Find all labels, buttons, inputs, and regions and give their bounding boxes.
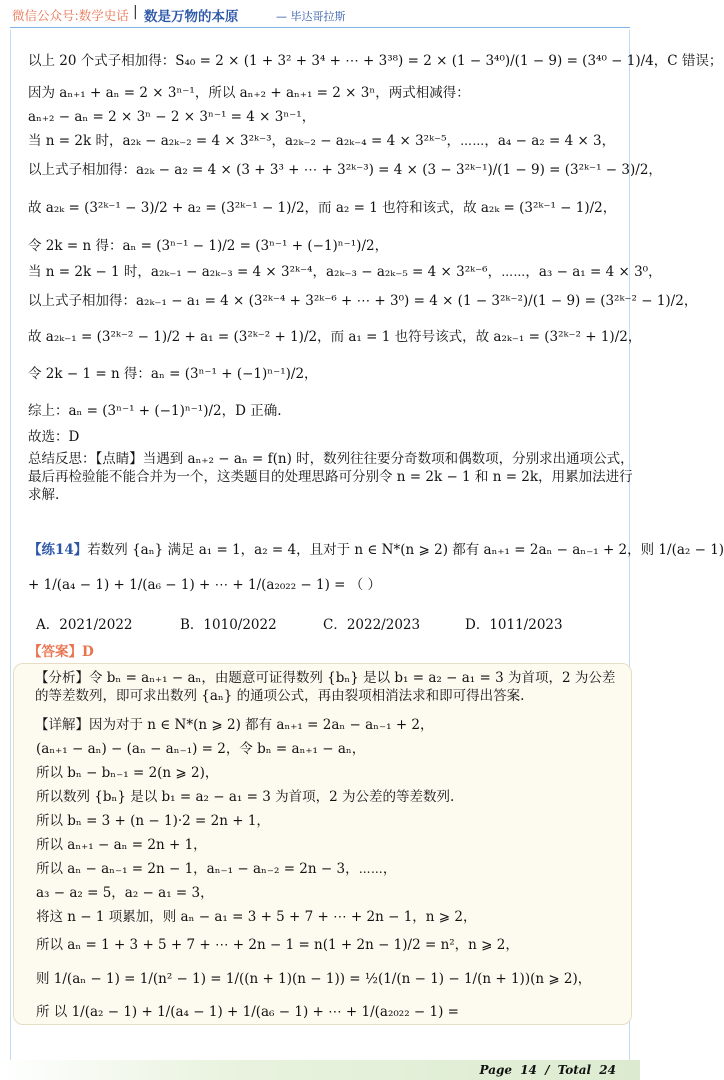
option-a: A．2021/2022 [36,617,133,633]
answer-line: 所以 bₙ = 3 + (n − 1)·2 = 2n + 1， [36,813,270,829]
answer-line: 则 1/(aₙ − 1) = 1/(n² − 1) = 1/((n + 1)(n − 1)) = ½(1/(n − 1) − 1/(n + 1))(n ⩾ 2)， [36,971,592,987]
solution-line: 以上 20 个式子相加得：S₄₀ = 2 × (1 + 3² + 3⁴ + ⋯ + 3³⁸) = 2 × (1 − 3⁴⁰)/(1 − 9) = (3⁴⁰ − 1)/4，C 错误； [28,53,723,69]
solution-line: 以上式子相加得：a₂ₖ − a₂ = 4 × (3 + 3³ + ⋯ + 3²ᵏ⁻³) = 4 × (3 − 3²ᵏ⁻¹)/(1 − 9) = (3²ᵏ⁻¹ − 3)/2， [28,162,662,178]
series-title: 数是万物的本原 [144,9,239,25]
header-rule [10,27,630,28]
solution-line: 故 a₂ₖ₋₁ = (3²ᵏ⁻² − 1)/2 + a₁ = (3²ᵏ⁻² + 1)/2，而 a₁ = 1 也符号该式，故 a₂ₖ₋₁ = (3²ᵏ⁻² + 1)/2， [28,329,642,345]
option-b: B．1010/2022 [180,617,277,633]
answer-line: 所以数列 {bₙ} 是以 b₁ = a₂ − a₁ = 3 为首项，2 为公差的等差数列. [36,789,455,805]
total-number: 24 [599,1063,616,1077]
exercise-stem [28,541,724,559]
answer-label: 【答案】 [28,644,82,660]
total-label: Total [557,1063,592,1077]
answer-value: D [82,644,94,660]
exercise-stem-cont: + 1/(a₄ − 1) + 1/(a₆ − 1) + ⋯ + 1/(a₂₀₂₂ − 1) = （ ） [28,577,382,593]
header-divider: | [133,4,138,20]
quote-author: — 毕达哥拉斯 [276,10,346,23]
option-c: C．2022/2023 [323,617,421,633]
answer-line: a₃ − a₂ = 5，a₂ − a₁ = 3， [36,885,214,901]
option-d: D．1011/2023 [465,617,563,633]
solution-line: aₙ₊₂ − aₙ = 2 × 3ⁿ − 2 × 3ⁿ⁻¹ = 4 × 3ⁿ⁻¹， [28,109,316,125]
answer-line: (aₙ₊₁ − aₙ) − (aₙ − aₙ₋₁) = 2，令 bₙ = aₙ₊₁ − aₙ， [36,741,366,757]
solution-line: 令 2k = n 得：aₙ = (3ⁿ⁻¹ − 1)/2 = (3ⁿ⁻¹ + (−1)ⁿ⁻¹)/2， [28,238,389,254]
solution-line: 当 n = 2k 时，a₂ₖ − a₂ₖ₋₂ = 4 × 3²ᵏ⁻³，a₂ₖ₋₂ − a₂ₖ₋₄ = 4 × 3²ᵏ⁻⁵，⋯⋯，a₄ − a₂ = 4 × 3， [28,133,616,149]
solution-line: 故选：D [28,429,80,445]
page-number: 14 [520,1063,537,1077]
answer-line: 所以 aₙ₊₁ − aₙ = 2n + 1， [36,837,207,853]
answer-line: 将这 n − 1 项累加，则 aₙ − a₁ = 3 + 5 + 7 + ⋯ + 2n − 1，n ⩾ 2， [36,909,477,925]
page-divider: / [545,1063,550,1077]
page-header [0,0,640,30]
solution-line: 令 2k − 1 = n 得：aₙ = (3ⁿ⁻¹ + (−1)ⁿ⁻¹)/2， [28,366,318,382]
page-label: Page [479,1063,513,1077]
frame-left-border [10,30,11,1062]
solution-line: 综上：aₙ = (3ⁿ⁻¹ + (−1)ⁿ⁻¹)/2，D 正确. [28,403,282,419]
solution-line: 故 a₂ₖ = (3²ᵏ⁻¹ − 3)/2 + a₂ = (3²ᵏ⁻¹ − 1)/2，而 a₂ = 1 也符和该式，故 a₂ₖ = (3²ᵏ⁻¹ − 1)/2， [28,200,617,216]
solution-line: 因为 aₙ₊₁ + aₙ = 2 × 3ⁿ⁻¹，所以 aₙ₊₂ + aₙ₊₁ = 2 × 3ⁿ，两式相减得： [28,85,470,101]
solution-line: 当 n = 2k − 1 时，a₂ₖ₋₁ − a₂ₖ₋₃ = 4 × 3²ᵏ⁻⁴，a₂ₖ₋₃ − a₂ₖ₋₅ = 4 × 3²ᵏ⁻⁶，⋯⋯，a₃ − a₁ = 4 × 3⁰， [28,264,662,280]
exercise-tag: 【练14】 [28,542,88,558]
analysis-text: 【分析】令 bₙ = aₙ₊₁ − aₙ，由题意可证得数列 {bₙ} 是以 b₁ = a₂ − a₁ = 3 为首项，2 为公差的等差数列，即可求出数列 {aₙ} 的通项公式，再由裂项相消法求和即可得出答案. [35,670,616,704]
exercise-stem-text: 若数列 {aₙ} 满足 a₁ = 1，a₂ = 4，且对于 n ∈ N*(n ⩾ 2) 都有 aₙ₊₁ = 2aₙ − aₙ₋₁ + 2，则 1/(a₂ − 1) [87,542,724,558]
answer-line [28,643,94,661]
account-name: 微信公众号:数学史话 [12,8,129,23]
answer-line: 所以 aₙ − aₙ₋₁ = 2n − 1，aₙ₋₁ − aₙ₋₂ = 2n − 3，⋯⋯， [36,861,397,877]
summary-note: 总结反思：【点睛】当遇到 aₙ₊₂ − aₙ = f(n) 时，数列往往要分奇数项和偶数项，分别求出通项公式，最后再检验能不能合并为一个，这类题目的处理思路可分别令 n = 2k − 1 和 n = 2k，用累加法进行求解. [28,451,634,503]
page-footer [476,1063,617,1077]
solution-line: 以上式子相加得：a₂ₖ₋₁ − a₁ = 4 × (3²ᵏ⁻⁴ + 3²ᵏ⁻⁶ + ⋯ + 3⁰) = 4 × (1 − 3²ᵏ⁻²)/(1 − 9) = (3²ᵏ⁻² − 1)/2， [28,293,698,309]
answer-line: 所以 aₙ = 1 + 3 + 5 + 7 + ⋯ + 2n − 1 = n(1 + 2n − 1)/2 = n²，n ⩾ 2， [36,937,519,953]
answer-line: 【详解】因为对于 n ∈ N*(n ⩾ 2) 都有 aₙ₊₁ = 2aₙ − aₙ₋₁ + 2， [35,717,434,733]
answer-line: 所以 bₙ − bₙ₋₁ = 2(n ⩾ 2)， [36,765,219,781]
answer-line: 所 以 1/(a₂ − 1) + 1/(a₄ − 1) + 1/(a₆ − 1) + ⋯ + 1/(a₂₀₂₂ − 1) = [36,1004,459,1020]
